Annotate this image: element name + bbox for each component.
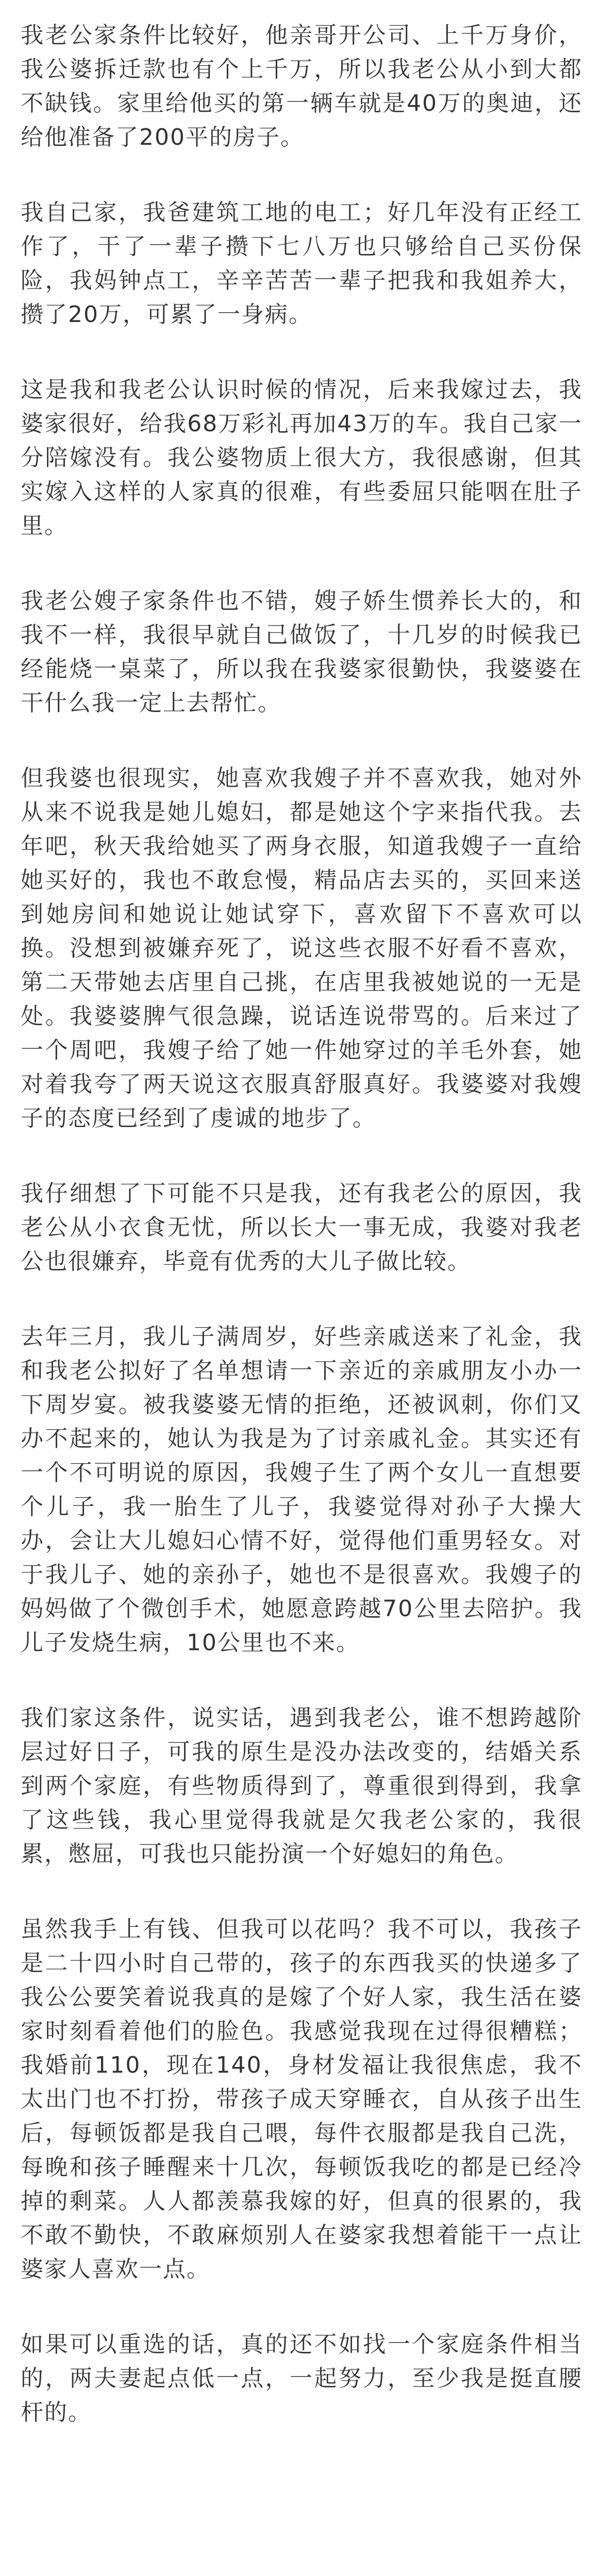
paragraph-7: 去年三月，我儿子满周岁，好些亲戚送来了礼金，我和我老公拟好了名单想请一下亲近的亲戚朋友小办一下周岁宴。被我婆婆无情的拒绝，还被讽刺，你们又办不起来的，她认为我是为了讨亲戚礼金。其实还有一个不可明说的原因，我嫂子生了两个女儿一直想要个儿子，我一胎生了儿子，我婆觉得对孙子大操大办，会让大儿媳妇心情不好，觉得他们重男轻女。对于我儿子、她的亲孙子，她也不是很喜欢。我嫂子的妈妈做了个微创手术，她愿意跨越70公里去陪护。我儿子发烧生病，10公里也不来。: [21, 1324, 582, 1656]
paragraph-3: 这是我和我老公认识时候的情况，后来我嫁过去，我婆家很好，给我68万彩礼再加43万的车。我自己家一分陪嫁没有。我公婆物质上很大方，我很感谢，但其实嫁入这样的人家真的很难，有些委屈只能咽在肚子里。: [21, 377, 582, 539]
paragraph-5: 但我婆也很现实，她喜欢我嫂子并不喜欢我，她对外从来不说我是她儿媳妇，都是她这个字来指代我。去年吧，秋天我给她买了两身衣服，知道我嫂子一直给她买好的，我也不敢怠慢，精品店去买的，买回来送到她房间和她说让她试穿下，喜欢留下不喜欢可以换。没想到被嫌弃死了，说这些衣服不好看不喜欢，第二天带她去店里自己挑，在店里我被她说的一无是处。我婆婆脾气很急躁，说话连说带骂的。后来过了一个周吧，我嫂子给了她一件她穿过的羊毛外套，她对着我夸了两天说这衣服真舒服真好。我婆婆对我嫂子的态度已经到了虔诚的地步了。: [21, 765, 582, 1131]
paragraph-8: 我们家这条件，说实话，遇到我老公，谁不想跨越阶层过好日子，可我的原生是没办法改变的，结婚关系到两个家庭，有些物质得到了，尊重很到得到，我拿了这些钱，我心里觉得我就是欠我老公家的，我很累，憋屈，可我也只能扮演一个好媳妇的角色。: [21, 1705, 582, 1867]
paragraph-6: 我仔细想了下可能不只是我，还有我老公的原因，我老公从小衣食无忧，所以长大一事无成，我婆对我老公也很嫌弃，毕竟有优秀的大儿子做比较。: [21, 1180, 582, 1275]
paragraph-4: 我老公嫂子家条件也不错，嫂子娇生惯养长大的，和我不一样，我很早就自己做饭了，十几岁的时候我已经能烧一桌菜了，所以我在我婆家很勤快，我婆婆在干什么我一定上去帮忙。: [21, 588, 582, 716]
paragraph-10: 如果可以重选的话，真的还不如找一个家庭条件相当的，两夫妻起点低一点，一起努力，至少我是挺直腰杆的。: [21, 2331, 582, 2426]
paragraph-2: 我自己家，我爸建筑工地的电工；好几年没有正经工作了，干了一辈子攒下七八万也只够给自己买份保险，我妈钟点工，辛辛苦苦一辈子把我和我姐养大，攒了20万，可累了一身病。: [21, 199, 582, 328]
paragraph-9: 虽然我手上有钱、但我可以花吗？我不可以，我孩子是二十四小时自己带的，孩子的东西我买的快递多了我公公要笑着说我真的是嫁了个好人家，我生活在婆家时刻看着他们的脸色。我感觉我现在过得很糟糕；我婚前110，现在140，身材发福让我很焦虑，我不太出门也不打扮，带孩子成天穿睡衣，自从孩子出生后，每顿饭都是我自己喂，每件衣服都是我自己洗，每晚和孩子睡醒来十几次，每顿饭我吃的都是已经冷掉的剩菜。人人都羡慕我嫁的好，但真的很累的，我不敢不勤快，不敢麻烦别人在婆家我想着能干一点让婆家人喜欢一点。: [21, 1916, 582, 2282]
paragraph-1: 我老公家条件比较好，他亲哥开公司、上千万身价，我公婆拆迁款也有个上千万，所以我老公从小到大都不缺钱。家里给他买的第一辆车就是40万的奥迪，还给他准备了200平的房子。: [21, 22, 582, 150]
